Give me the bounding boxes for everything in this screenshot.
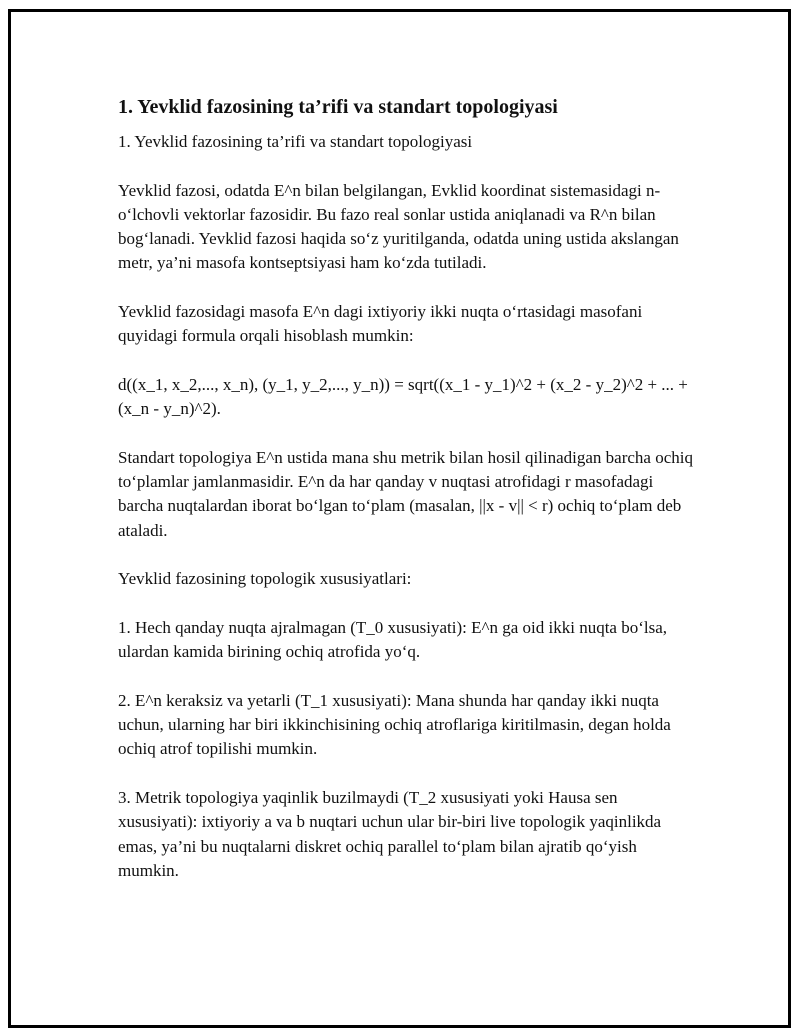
document-title: 1. Yevklid fazosining ta’rifi va standart topologiyasi — [118, 96, 558, 118]
property-item-t2: 3. Metrik topologiya yaqinlik buzilmaydi (T_2 xususiyati yoki Hausa sen xususiyati): ixtiyoriy a va b nuqtari uchun ular bir-biri live topologik yaqinlikda emas, ya’ni bu nuqtalarni diskret ochiq parallel to‘plam bilan ajratib qo‘yish mumkin. — [118, 788, 662, 880]
paragraph-standard-topology: Standart topologiya E^n ustida mana shu metrik bilan hosil qilinadigan barcha ochiq to‘plamlar jamlanmasidir. E^n da har qanday v nuqtasi atrofidagi r masofadagi barcha nuqtalardan iborat bo‘lgan to‘plam (masalan, ||x - v|| < r) ochiq to‘plam deb ataladi. — [118, 447, 693, 540]
paragraph-properties-heading: Yevklid fazosining topologik xususiyatlari: — [118, 569, 412, 589]
distance-formula: d((x_1, x_2,..., x_n), (y_1, y_2,..., y_n)) = sqrt((x_1 - y_1)^2 + (x_2 - y_2)^2 + ... + (x_n - y_n)^2). — [118, 374, 688, 419]
property-item-t1: 2. E^n keraksiz va yetarli (T_1 xususiyati): Mana shunda har qanday ikki nuqta uchun, ularning har biri ikkinchisining ochiq atroflariga kiritilmasin, degan holda ochiq atrof topilishi mumkin. — [118, 690, 671, 759]
section-heading: 1. Yevklid fazosining ta’rifi va standart topologiyasi — [118, 132, 473, 151]
paragraph-definition: Yevklid fazosi, odatda E^n bilan belgilangan, Evklid koordinat sistemasidagi n-o‘lchovli vektorlar fazosidir. Bu fazo real sonlar ustida aniqlanadi va R^n bilan bog‘lanadi. Yevklid fazosi haqida so‘z yuritilganda, odatda uning ustida akslangan metr, ya’ni masofa kontseptsiyasi ham ko‘zda tutiladi. — [118, 180, 679, 273]
document-body — [118, 94, 696, 908]
property-item-t0: 1. Hech qanday nuqta ajralmagan (T_0 xususiyati): E^n ga oid ikki nuqta bo‘lsa, ulardan kamida birining ochiq atrofida yo‘q. — [118, 617, 668, 662]
paragraph-distance-intro: Yevklid fazosidagi masofa E^n dagi ixtiyoriy ikki nuqta o‘rtasidagi masofani quyidagi formula orqali hisoblash mumkin: — [118, 302, 643, 346]
